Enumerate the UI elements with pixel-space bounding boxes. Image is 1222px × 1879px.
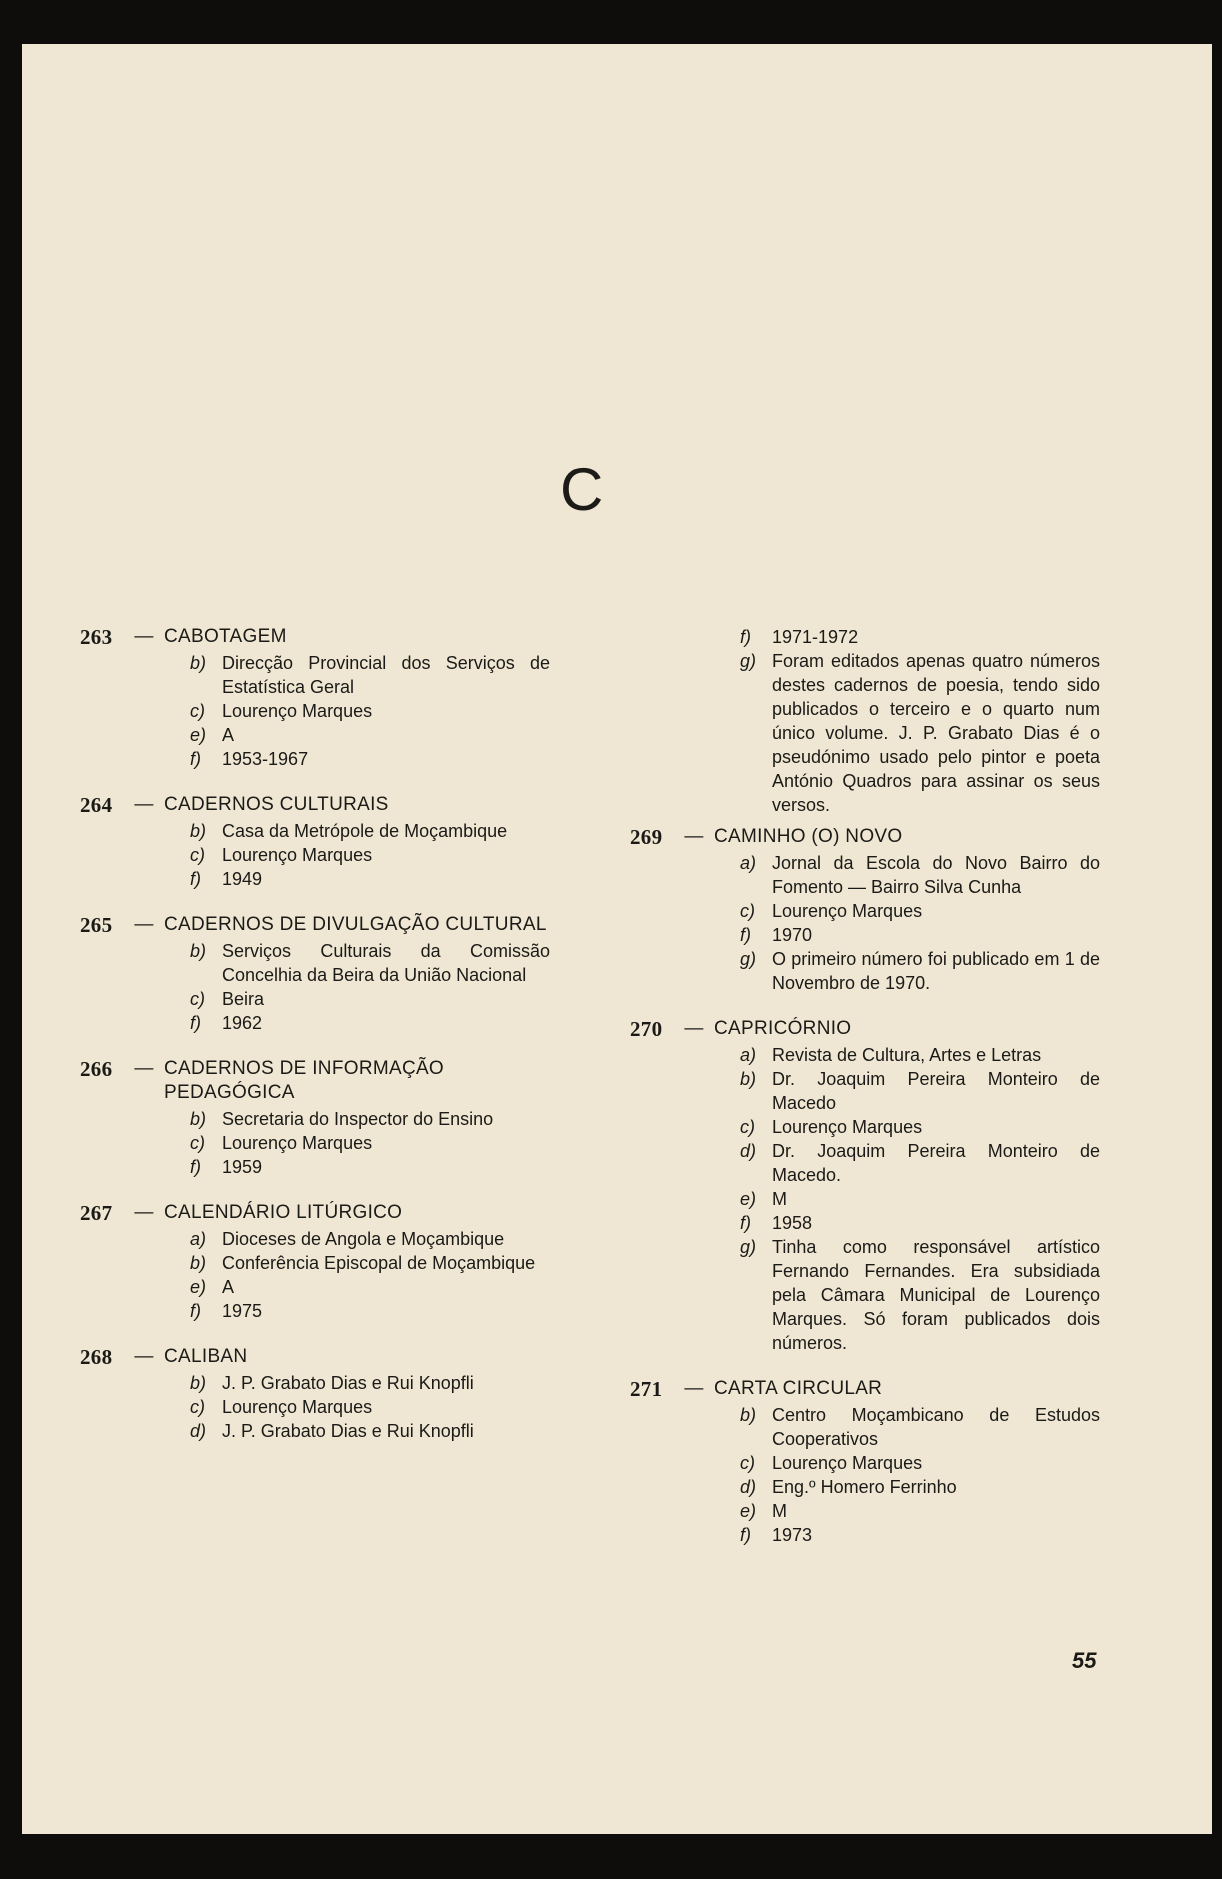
entry-number: 263 <box>80 625 113 649</box>
field-value: Jornal da Escola do Novo Bairro do Fomento — Bairro Silva Cunha <box>772 853 1100 897</box>
entry-title: CAMINHO (O) NOVO <box>714 826 903 847</box>
entry-number: 265 <box>80 913 113 937</box>
field-value: Lourenço Marques <box>222 845 373 865</box>
catalog-entry <box>80 1345 550 1443</box>
entry-field <box>740 1499 1100 1523</box>
entry-field <box>190 939 550 987</box>
entry-dash: — <box>134 914 154 935</box>
catalog-entry <box>80 1201 550 1323</box>
entry-field <box>190 651 550 699</box>
entry-field <box>740 1451 1100 1475</box>
entry-fields <box>190 1371 550 1443</box>
entry-field <box>190 747 550 771</box>
entry-field <box>740 649 1100 817</box>
field-value: Lourenço Marques <box>772 901 923 921</box>
field-value: Centro Moçambicano de Estudos Cooperativos <box>772 1405 1100 1449</box>
entry-field <box>190 867 550 891</box>
entry-heading <box>80 1201 550 1225</box>
catalog-entry <box>80 1057 550 1179</box>
entry-number: 268 <box>80 1345 113 1369</box>
entry-field <box>190 1371 550 1395</box>
entry-title: CALIBAN <box>164 1346 248 1367</box>
field-label: c) <box>190 701 205 721</box>
field-value: 1971-1972 <box>772 627 859 647</box>
entry-dash: — <box>134 1058 154 1079</box>
field-label: g) <box>740 949 757 969</box>
field-value: 1958 <box>772 1213 813 1233</box>
entry-fields <box>740 851 1100 995</box>
field-value: Eng.º Homero Ferrinho <box>772 1477 957 1497</box>
entry-field <box>190 1419 550 1443</box>
field-label: c) <box>190 1133 205 1153</box>
field-value: Secretaria do Inspector do Ensino <box>222 1109 494 1129</box>
entry-dash: — <box>134 1202 154 1223</box>
field-label: c) <box>740 1117 755 1137</box>
entry-field <box>740 1235 1100 1355</box>
entry-field <box>740 1211 1100 1235</box>
entry-field <box>190 699 550 723</box>
entry-fields <box>190 939 550 1035</box>
field-label: e) <box>190 1277 207 1297</box>
field-label: e) <box>190 725 207 745</box>
field-value: Lourenço Marques <box>772 1453 923 1473</box>
catalog-entry <box>80 793 550 891</box>
entry-field <box>740 1043 1100 1067</box>
field-label: f) <box>740 1213 751 1233</box>
entry-dash: — <box>134 794 154 815</box>
catalog-entry <box>630 1377 1100 1547</box>
field-value: Dr. Joaquim Pereira Monteiro de Macedo. <box>772 1141 1100 1185</box>
entry-heading <box>80 913 550 937</box>
entry-field <box>740 625 1100 649</box>
field-label: a) <box>740 1045 757 1065</box>
entry-field <box>740 1475 1100 1499</box>
field-label: f) <box>190 1157 201 1177</box>
entry-field <box>190 1251 550 1275</box>
field-label: b) <box>190 941 207 961</box>
field-label: b) <box>740 1069 757 1089</box>
entry-field <box>740 1115 1100 1139</box>
field-value: Casa da Metrópole de Moçambique <box>222 821 508 841</box>
field-label: f) <box>190 1013 201 1033</box>
entry-number: 266 <box>80 1057 113 1081</box>
entry-dash: — <box>684 826 704 847</box>
field-value: 1959 <box>222 1157 263 1177</box>
field-label: e) <box>740 1501 757 1521</box>
field-value: Lourenço Marques <box>772 1117 923 1137</box>
field-value: Lourenço Marques <box>222 1397 373 1417</box>
entry-fields <box>190 1107 550 1179</box>
section-letter: C <box>560 456 604 523</box>
field-label: f) <box>740 627 751 647</box>
entry-number: 267 <box>80 1201 113 1225</box>
field-label: f) <box>740 925 751 945</box>
field-label: c) <box>740 1453 755 1473</box>
entry-heading <box>80 1057 550 1105</box>
entry-field <box>740 1139 1100 1187</box>
field-value: Dioceses de Angola e Moçambique <box>222 1229 505 1249</box>
entry-dash: — <box>134 1346 154 1367</box>
field-label: b) <box>190 1373 207 1393</box>
entry-number: 271 <box>630 1377 663 1401</box>
field-value: 1973 <box>772 1525 813 1545</box>
field-label: e) <box>740 1189 757 1209</box>
field-label: b) <box>190 1253 207 1273</box>
field-label: d) <box>740 1141 757 1161</box>
entry-title: CARTA CIRCULAR <box>714 1378 883 1399</box>
field-label: f) <box>190 869 201 889</box>
entry-heading <box>630 825 1100 849</box>
continued-entry-268 <box>740 625 1100 817</box>
entry-title: CADERNOS CULTURAIS <box>164 794 389 815</box>
field-value: 1962 <box>222 1013 263 1033</box>
field-value: Conferência Episcopal de Moçambique <box>222 1253 536 1273</box>
catalog-entry <box>80 913 550 1035</box>
field-value: M <box>772 1501 787 1521</box>
entry-number: 269 <box>630 825 663 849</box>
field-label: b) <box>190 653 207 673</box>
field-label: c) <box>740 901 755 921</box>
field-label: b) <box>190 1109 207 1129</box>
field-value: 1953-1967 <box>222 749 309 769</box>
field-value: J. P. Grabato Dias e Rui Knopfli <box>222 1421 474 1441</box>
field-value: 1949 <box>222 869 263 889</box>
field-label: b) <box>740 1405 757 1425</box>
entry-heading <box>80 793 550 817</box>
field-value: Lourenço Marques <box>222 1133 373 1153</box>
entry-field <box>740 947 1100 995</box>
entry-field <box>190 987 550 1011</box>
entry-field <box>190 819 550 843</box>
field-label: c) <box>190 989 205 1009</box>
field-value: Serviços Culturais da Comissão Concelhia da Beira da União Nacional <box>222 941 550 985</box>
scan-border <box>1212 0 1222 1879</box>
entry-field <box>190 1131 550 1155</box>
field-label: f) <box>190 1301 201 1321</box>
entry-fields <box>190 1227 550 1323</box>
entry-field <box>740 1187 1100 1211</box>
field-value: A <box>222 725 235 745</box>
entry-title: CADERNOS DE INFORMAÇÃO PEDAGÓGICA <box>164 1058 445 1103</box>
field-value: Foram editados apenas quatro números destes cadernos de poesia, tendo sido publicados o terceiro e o quarto num único volume. J. P. Grabato Dias é o pseudónimo usado pelo pintor e poeta António Quadros para assinar os seus versos. <box>772 651 1100 815</box>
entry-fields <box>190 651 550 771</box>
field-label: f) <box>740 1525 751 1545</box>
field-label: d) <box>740 1477 757 1497</box>
entry-title: CAPRICÓRNIO <box>714 1018 852 1039</box>
entry-field <box>190 1011 550 1035</box>
entry-field <box>190 1107 550 1131</box>
entry-field <box>740 1067 1100 1115</box>
left-column <box>80 625 550 1465</box>
field-value: M <box>772 1189 787 1209</box>
entry-field <box>740 1403 1100 1451</box>
field-value: A <box>222 1277 235 1297</box>
field-value: O primeiro número foi publicado em 1 de Novembro de 1970. <box>772 949 1100 993</box>
field-label: g) <box>740 1237 757 1257</box>
entry-dash: — <box>684 1018 704 1039</box>
field-label: g) <box>740 651 757 671</box>
entry-fields <box>740 1043 1100 1355</box>
entry-field <box>740 851 1100 899</box>
entry-field <box>190 1227 550 1251</box>
entry-field <box>740 899 1100 923</box>
field-value: 1975 <box>222 1301 263 1321</box>
entry-dash: — <box>134 626 154 647</box>
entry-fields <box>190 819 550 891</box>
field-label: c) <box>190 1397 205 1417</box>
right-column <box>630 625 1100 1569</box>
field-label: a) <box>740 853 757 873</box>
entry-field <box>190 1155 550 1179</box>
entry-heading <box>630 1017 1100 1041</box>
catalog-entry <box>630 825 1100 995</box>
field-label: d) <box>190 1421 207 1441</box>
entry-field <box>740 1523 1100 1547</box>
entry-field <box>190 1299 550 1323</box>
entry-number: 270 <box>630 1017 663 1041</box>
entry-field <box>190 1395 550 1419</box>
field-value: Direcção Provincial dos Serviços de Estatística Geral <box>222 653 550 697</box>
entry-field <box>740 923 1100 947</box>
field-value: 1970 <box>772 925 813 945</box>
page-number: 55 <box>1072 1648 1097 1673</box>
entry-dash: — <box>684 1378 704 1399</box>
entry-title: CALENDÁRIO LITÚRGICO <box>164 1202 403 1223</box>
entry-fields <box>740 1403 1100 1547</box>
entry-heading <box>80 1345 550 1369</box>
entry-title: CABOTAGEM <box>164 626 287 647</box>
field-value: Revista de Cultura, Artes e Letras <box>772 1045 1042 1065</box>
catalog-entry <box>80 625 550 771</box>
catalog-entry <box>630 1017 1100 1355</box>
entry-title: CADERNOS DE DIVULGAÇÃO CULTURAL <box>164 914 547 935</box>
entry-field <box>190 1275 550 1299</box>
entry-heading <box>80 625 550 649</box>
field-label: a) <box>190 1229 207 1249</box>
field-label: b) <box>190 821 207 841</box>
entry-field <box>190 723 550 747</box>
field-value: J. P. Grabato Dias e Rui Knopfli <box>222 1373 474 1393</box>
field-value: Dr. Joaquim Pereira Monteiro de Macedo <box>772 1069 1100 1113</box>
field-value: Beira <box>222 989 265 1009</box>
entry-heading <box>630 1377 1100 1401</box>
field-label: c) <box>190 845 205 865</box>
field-value: Lourenço Marques <box>222 701 373 721</box>
field-value: Tinha como responsável artístico Fernando Fernandes. Era subsidiada pela Câmara Municipal de Lourenço Marques. Só foram publicados dois números. <box>772 1237 1100 1353</box>
entry-field <box>190 843 550 867</box>
entry-number: 264 <box>80 793 113 817</box>
field-label: f) <box>190 749 201 769</box>
